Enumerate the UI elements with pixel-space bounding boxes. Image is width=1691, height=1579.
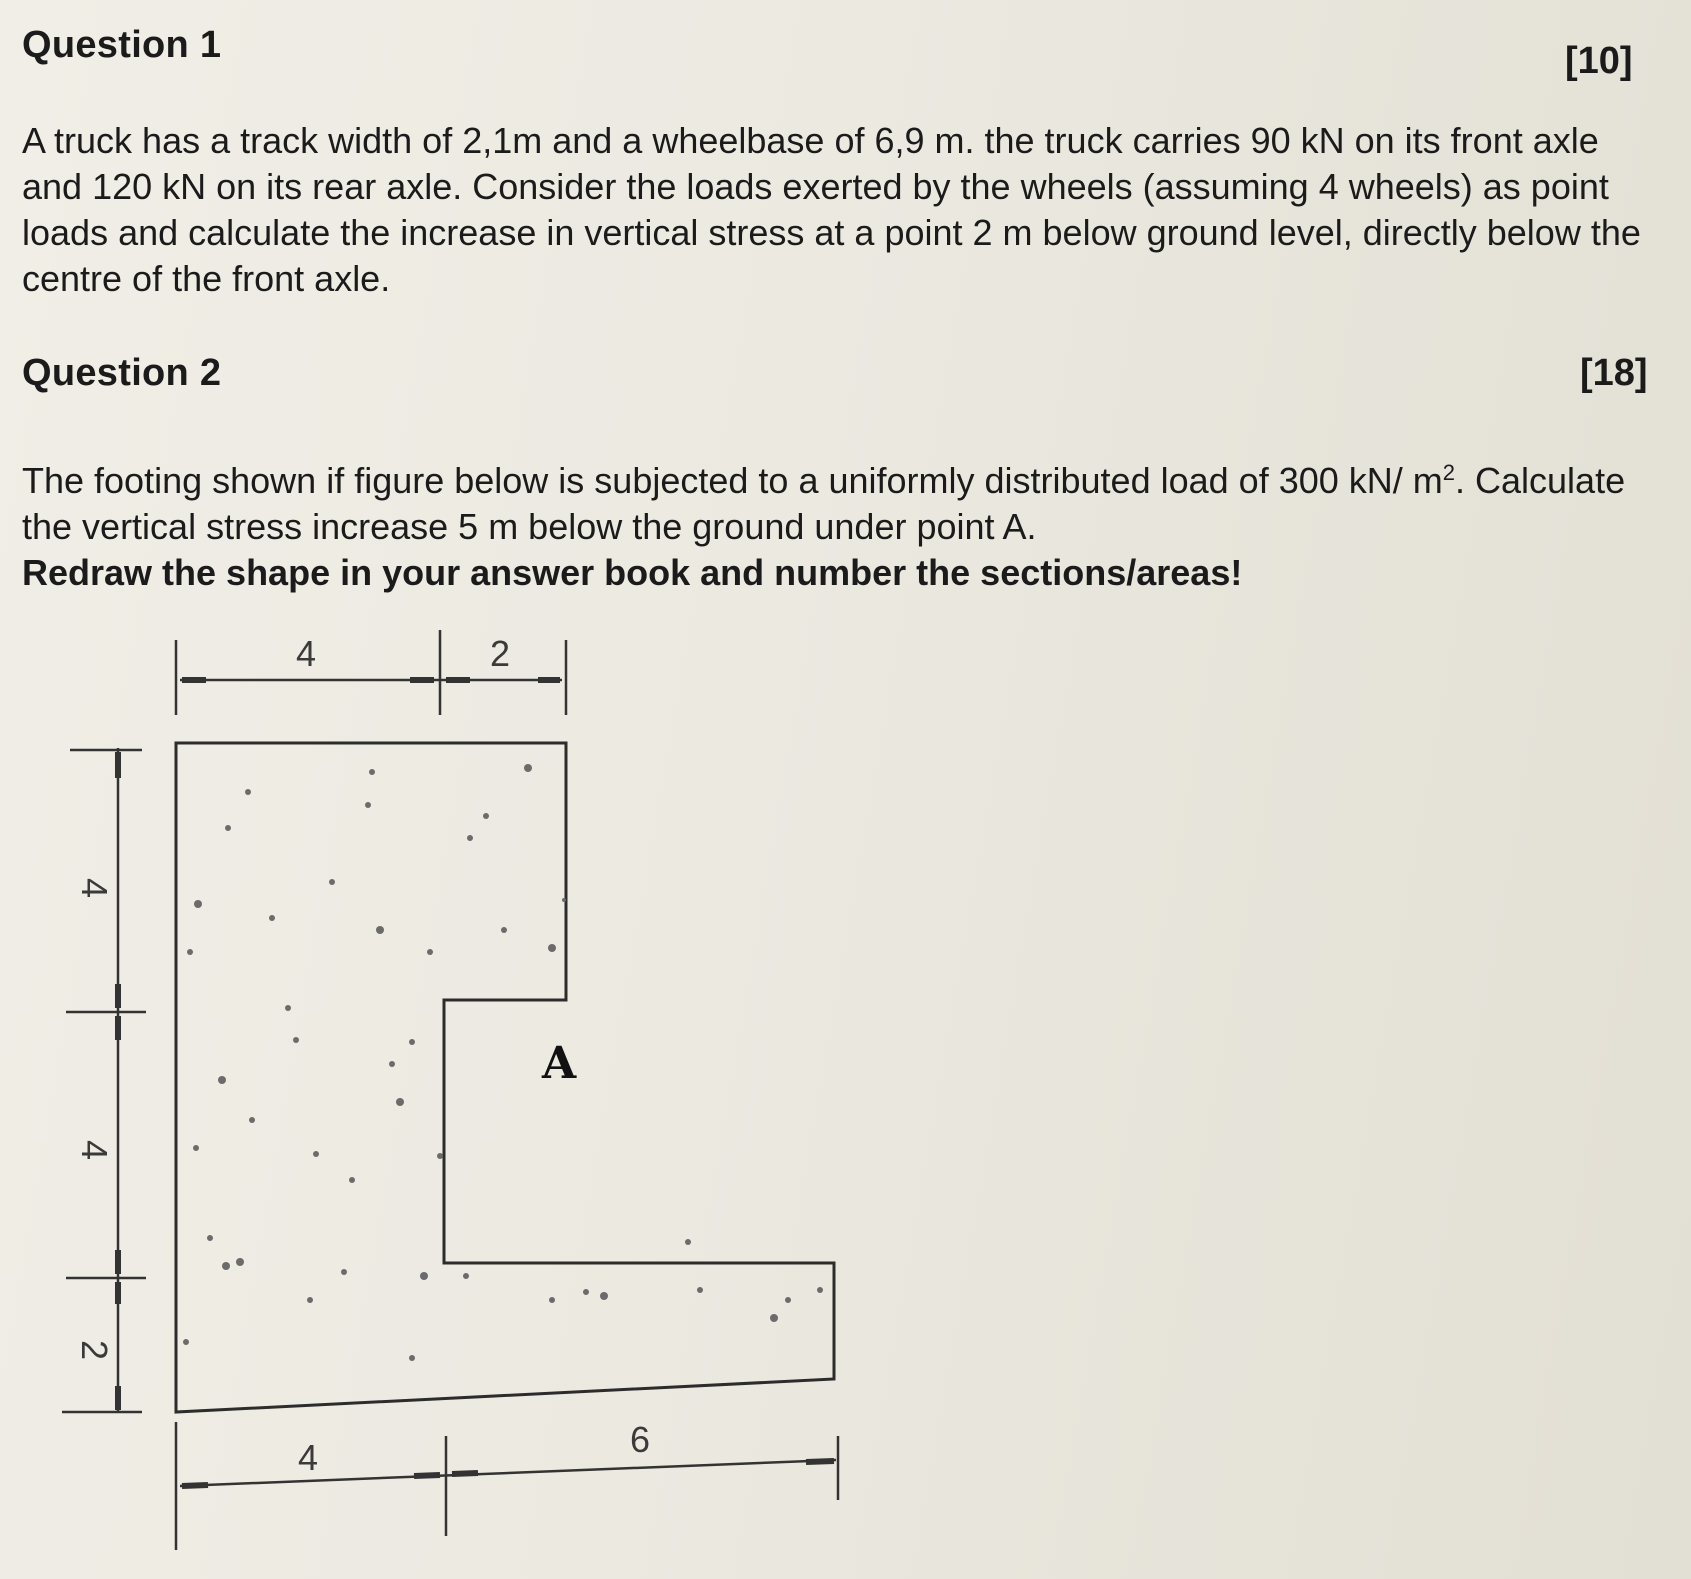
question-2-body [22,450,1662,550]
question-2-body-end: . Calculate the vertical stress increase 5 m below the ground under point A. [22,460,1626,547]
question-1-marks: [10] [1565,40,1633,82]
left-dim-2: 2 [74,1340,115,1361]
question-2-text [22,450,1662,596]
left-dimension [62,748,146,1412]
question-2-instruction: Redraw the shape in your answer book and number the sections/areas! [22,552,1243,593]
top-dim-4: 4 [296,633,317,674]
top-dim-2: 2 [490,633,511,674]
question-2-body-main: The footing shown if figure below is subjected to a uniformly distributed load of 300 kN/ m [22,460,1443,501]
left-dim-4-lower: 4 [74,1140,115,1161]
question-2-marks: [18] [1580,352,1648,394]
bottom-dim-6: 6 [630,1419,651,1460]
footing-outline [176,743,834,1412]
footing-figure [0,600,900,1560]
point-a-label: A [542,1038,577,1089]
question-1-text [22,118,1662,302]
left-dim-4-upper: 4 [74,878,115,899]
bottom-dimension [176,1422,838,1550]
aggregate-texture [183,764,823,1361]
unit-superscript: 2 [1442,460,1456,485]
question-1-body: A truck has a track width of 2,1m and a wheelbase of 6,9 m. the truck carries 90 kN on its front axle and 120 kN on its rear axle. Consider the loads exerted by the wheels (assuming 4 wheels) as point loads and calculate the increase in vertical stress at a point 2 m below ground level, directly below the centre of the front axle. [22,120,1641,299]
question-2-title: Question 2 [22,352,222,394]
question-1-title: Question 1 [22,24,222,66]
bottom-dim-4: 4 [298,1437,319,1478]
